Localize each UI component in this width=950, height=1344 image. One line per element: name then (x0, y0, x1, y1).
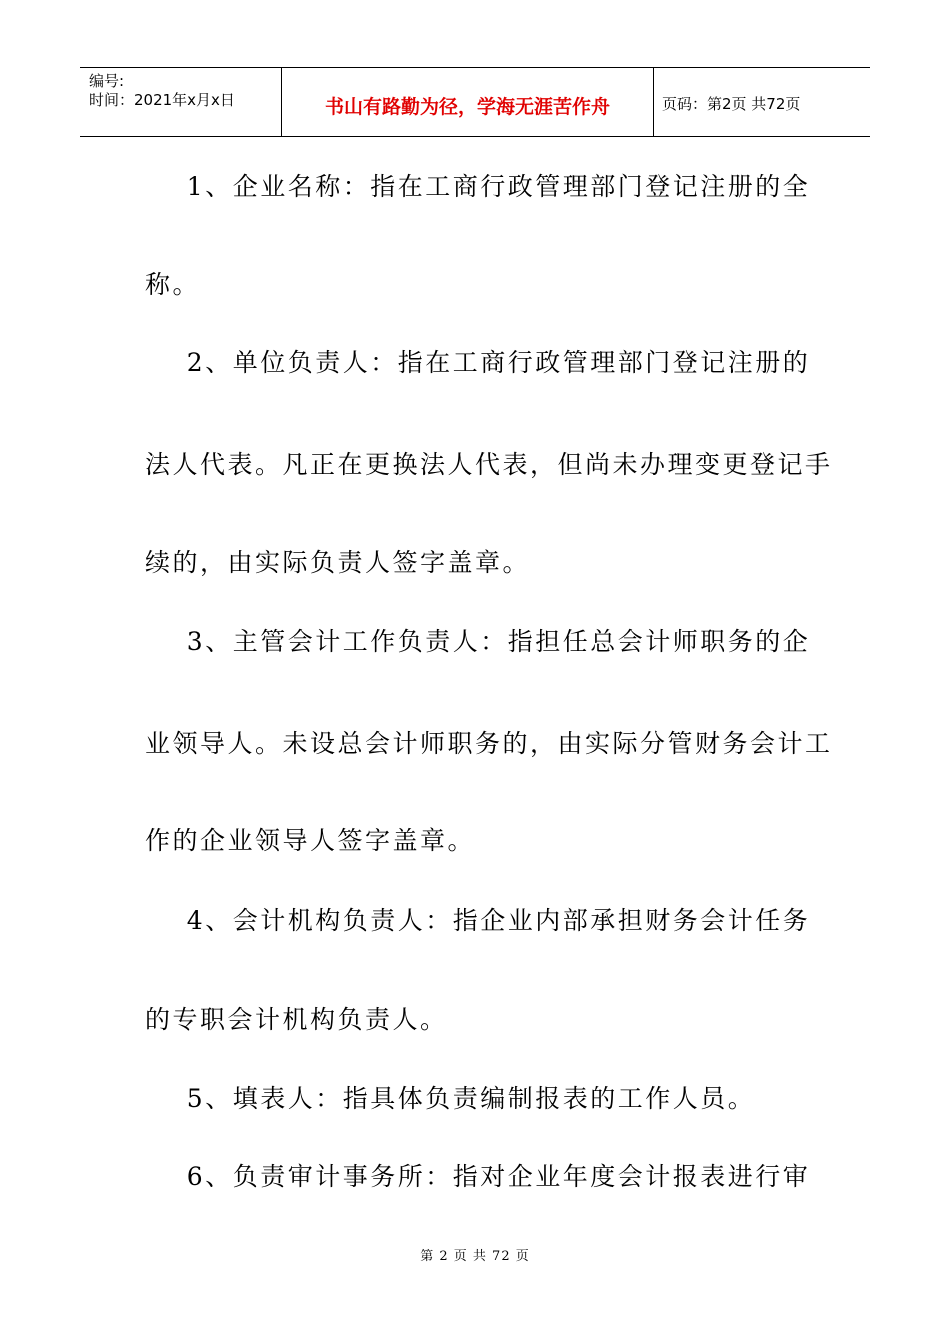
body-line-6: 3、主管会计工作负责人：指担任总会计师职务的企 (145, 627, 811, 656)
page-footer: 第 2 页 共 72 页 (420, 1249, 530, 1264)
header-motto: 书山有路勤为径，学海无涯苦作舟 (282, 68, 654, 136)
body-line-7: 业领导人。未设总会计师职务的，由实际分管财务会计工 (145, 729, 833, 758)
header-page-info: 页码：第2页 共72页 (662, 94, 801, 113)
body-line-3: 2、单位负责人：指在工商行政管理部门登记注册的 (145, 348, 811, 377)
body-line-8: 作的企业领导人签字盖章。 (145, 826, 476, 855)
body-line-12: 6、负责审计事务所：指对企业年度会计报表进行审 (145, 1162, 811, 1191)
body-line-9: 4、会计机构负责人：指企业内部承担财务会计任务 (145, 906, 811, 935)
header-meta (80, 68, 282, 136)
body-line-11: 5、填表人：指具体负责编制报表的工作人员。 (145, 1084, 756, 1113)
body-line-5: 续的，由实际负责人签字盖章。 (145, 548, 531, 577)
page-header (80, 67, 870, 137)
body-line-4: 法人代表。凡正在更换法人代表，但尚未办理变更登记手 (145, 450, 833, 479)
body-line-2: 称。 (145, 270, 201, 299)
document-number-label: 编号: (89, 72, 125, 90)
body-line-10: 的专职会计机构负责人。 (145, 1005, 448, 1034)
body-line-1: 1、企业名称：指在工商行政管理部门登记注册的全 (145, 172, 811, 201)
document-date: 时间：2021年x月x日 (89, 91, 235, 109)
